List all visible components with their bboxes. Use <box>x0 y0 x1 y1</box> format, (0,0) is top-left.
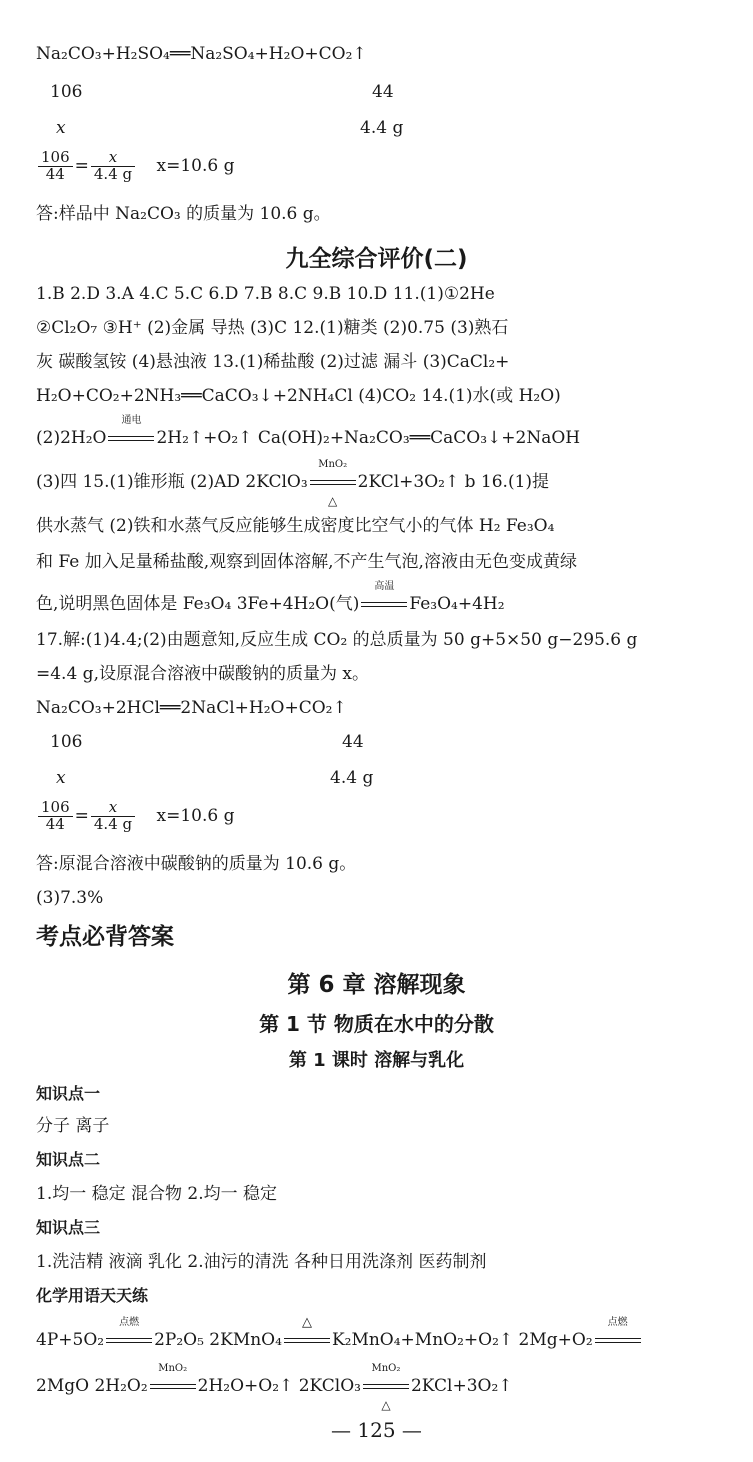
molar-mass: 106 <box>50 82 83 102</box>
variable: x <box>56 768 66 788</box>
answer-line <box>36 581 505 614</box>
text-segment: 2MgO 2H₂O₂ <box>36 1376 148 1396</box>
condition-label: 高温 <box>374 581 395 592</box>
fraction-numerator: 106 <box>38 150 73 167</box>
knowledge-point-text: 1.均一 稳定 混合物 2.均一 稳定 <box>36 1184 278 1204</box>
answer-line: 答:样品中 Na₂CO₃ 的质量为 10.6 g。 <box>36 204 331 224</box>
text-segment: 4P+5O₂ <box>36 1330 105 1350</box>
heading-kaodian: 考点必背答案 <box>36 924 174 950</box>
answer-line: 答:原混合溶液中碳酸钠的质量为 10.6 g。 <box>36 854 357 874</box>
answer-line: =4.4 g,设原混合溶液中碳酸钠的质量为 x。 <box>36 664 369 684</box>
text-segment: 2KCl+3O₂↑ b 16.(1)提 <box>357 472 550 492</box>
text-segment: 2KCl+3O₂↑ <box>410 1376 513 1396</box>
fraction-denominator: 4.4 g <box>93 164 133 183</box>
answer-line <box>36 459 550 508</box>
fraction-numerator: x <box>91 150 135 167</box>
condition-label: MnO₂ <box>158 1363 188 1374</box>
equation-line <box>36 1363 513 1412</box>
given-mass: 4.4 g <box>330 768 374 788</box>
knowledge-point-text: 分子 离子 <box>36 1116 110 1136</box>
condition-label: 点燃 <box>607 1317 628 1328</box>
text-segment: K₂MnO₄+MnO₂+O₂↑ 2Mg+O₂ <box>331 1330 593 1350</box>
chapter-title: 第 6 章 溶解现象 <box>287 972 466 998</box>
proportion-line: $\frac{106}{44}$ = $\frac{x}{4.4 g}$ x=10.6 g <box>36 800 235 833</box>
condition-label: △ <box>328 494 338 508</box>
text-segment: 2H₂O+O₂↑ 2KClO₃ <box>197 1376 361 1396</box>
daily-practice-title: 化学用语天天练 <box>36 1286 149 1305</box>
condition-label: 通电 <box>121 415 142 426</box>
fraction-denominator: 44 <box>45 164 65 183</box>
page-number: — 125 — <box>331 1418 422 1442</box>
text-segment: 2H₂↑+O₂↑ Ca(OH)₂+Na₂CO₃══CaCO₃↓+2NaOH <box>156 428 581 448</box>
knowledge-point-title: 知识点一 <box>36 1084 101 1103</box>
given-mass: 4.4 g <box>360 118 404 138</box>
equation-line <box>36 1315 643 1350</box>
answer-line: (3)7.3% <box>36 888 104 908</box>
text-segment: (3)四 15.(1)锥形瓶 (2)AD 2KClO₃ <box>36 472 308 492</box>
condition-label: MnO₂ <box>371 1363 401 1374</box>
variable: x <box>56 118 66 138</box>
fraction-numerator: 106 <box>38 800 73 817</box>
knowledge-point-title: 知识点三 <box>36 1218 101 1237</box>
condition-label: △ <box>301 1315 312 1330</box>
text-segment: Fe₃O₄+4H₂ <box>409 594 505 614</box>
answer-line: 供水蒸气 (2)铁和水蒸气反应能够生成密度比空气小的气体 H₂ Fe₃O₄ <box>36 516 555 536</box>
result: x=10.6 g <box>156 155 235 176</box>
condition-label: △ <box>381 1398 391 1412</box>
text-segment: 2P₂O₅ 2KMnO₄ <box>154 1330 282 1350</box>
fraction-denominator: 4.4 g <box>93 814 133 833</box>
molar-mass: 106 <box>50 732 83 752</box>
fraction-denominator: 44 <box>45 814 65 833</box>
proportion-line: $\frac{106}{44}$ = $\frac{x}{4.4 g}$ x=10.6 g <box>36 150 235 183</box>
lesson-heading: 第 1 课时 溶解与乳化 <box>288 1050 465 1071</box>
answer-line: 17.解:(1)4.4;(2)由题意知,反应生成 CO₂ 的总质量为 50 g+5×50 g−295.6 g <box>36 630 638 650</box>
answer-line: 1.B 2.D 3.A 4.C 5.C 6.D 7.B 8.C 9.B 10.D 11.(1)①2He <box>36 284 495 304</box>
molar-mass: 44 <box>372 82 394 102</box>
section-title: 九全综合评价(二) <box>285 246 468 272</box>
condition-label: 点燃 <box>119 1317 140 1328</box>
answer-line: H₂O+CO₂+2NH₃══CaCO₃↓+2NH₄Cl (4)CO₂ 14.(1)水(或 H₂O) <box>36 386 561 406</box>
molar-mass: 44 <box>342 732 364 752</box>
equation-line: Na₂CO₃+2HCl══2NaCl+H₂O+CO₂↑ <box>36 698 347 718</box>
knowledge-point-title: 知识点二 <box>36 1150 101 1169</box>
knowledge-point-text: 1.洗洁精 液滴 乳化 2.油污的清洗 各种日用洗涤剂 医药制剂 <box>36 1252 487 1272</box>
result: x=10.6 g <box>156 805 235 826</box>
answer-line <box>36 415 581 448</box>
text-segment: 色,说明黑色固体是 Fe₃O₄ 3Fe+4H₂O(气) <box>36 594 360 614</box>
fraction-numerator: x <box>91 800 135 817</box>
text-segment: (2)2H₂O <box>36 428 107 448</box>
condition-label: MnO₂ <box>318 459 348 470</box>
section-heading: 第 1 节 物质在水中的分散 <box>259 1012 494 1036</box>
equation-line: Na₂CO₃+H₂SO₄══Na₂SO₄+H₂O+CO₂↑ <box>36 44 367 64</box>
answer-line: 和 Fe 加入足量稀盐酸,观察到固体溶解,不产生气泡,溶液由无色变成黄绿 <box>36 552 577 572</box>
answer-line: 灰 碳酸氢铵 (4)悬浊液 13.(1)稀盐酸 (2)过滤 漏斗 (3)CaCl₂+ <box>36 352 510 372</box>
answer-line: ②Cl₂O₇ ③H⁺ (2)金属 导热 (3)C 12.(1)糖类 (2)0.75 (3)熟石 <box>36 318 509 338</box>
